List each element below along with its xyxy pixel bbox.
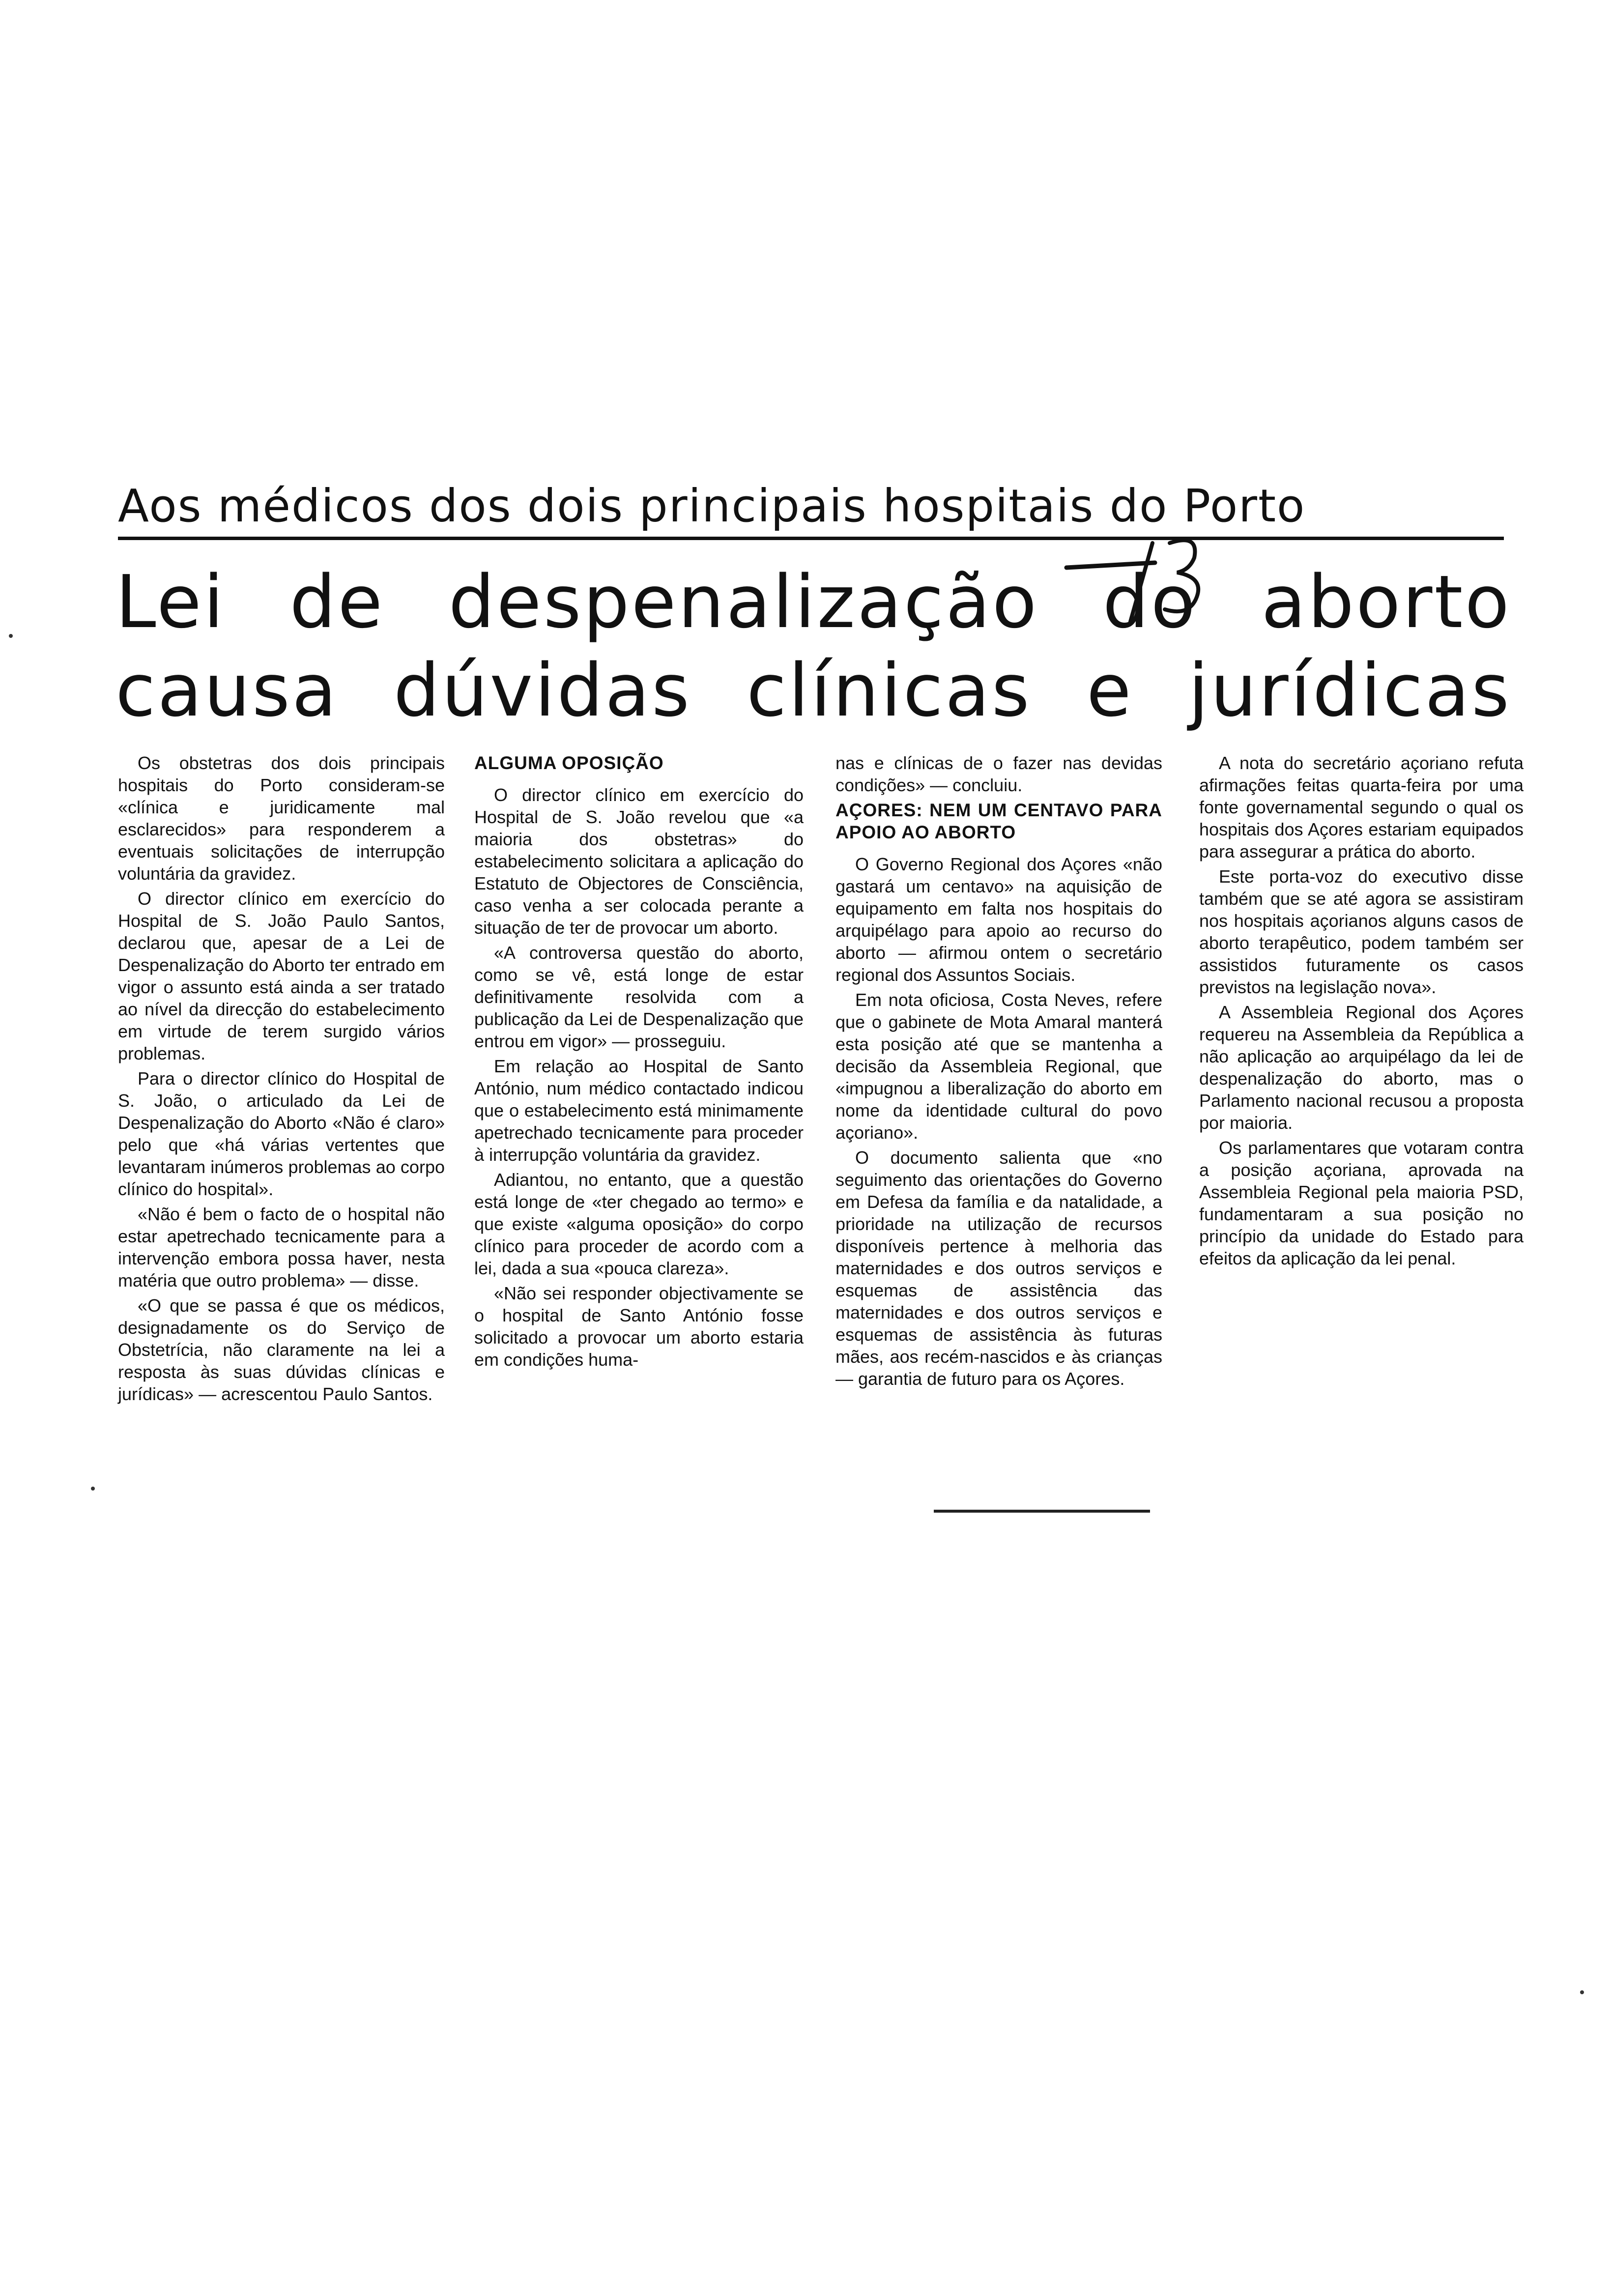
article-headline — [115, 558, 1511, 735]
handwritten-annotation — [1057, 523, 1268, 631]
paragraph: Para o director clínico do Hospital de S. João, o articulado da Lei de Despenalização do Aborto «Não é claro» pelo que «há várias vertentes que levantaram inúmeros problemas ao corpo clínico do hospital». — [118, 1068, 445, 1199]
paragraph: «Não sei responder objectivamente se o hospital de Santo António fosse solicitado a provocar um aborto estaria em condições huma- — [474, 1283, 804, 1370]
paragraph: A nota do secretário açoriano refuta afirmações feitas quarta-feira por uma fonte governamental segundo o qual os hospitais dos Açores estariam equipados para assegurar a prática do aborto. — [1199, 753, 1524, 861]
article-column-4 — [1199, 752, 1524, 1272]
paragraph: O documento salienta que «no seguimento das orientações do Governo em Defesa da família e da natalidade, a prioridade na utilização de recursos disponíveis pertence à melhoria das maternidades e dos outros serviços e esquemas de assistência das maternidades e dos outros serviços e esquemas de assistência às futuras mães, aos recém-nascidos e às crianças — garantia de futuro para os Açores. — [835, 1148, 1162, 1389]
headline-line-1: Lei de despenalização do aborto — [115, 560, 1511, 644]
article-column-3 — [835, 752, 1162, 1393]
paragraph: Os obstetras dos dois principais hospitais do Porto consideram-se «clínica e juridicamente mal esclarecidos» para responderem a eventuais solicitações de interrupção voluntária da gravidez. — [118, 753, 445, 884]
paragraph: O director clínico em exercício do Hospital de S. João Paulo Santos, declarou que, apesar de a Lei de Despenalização do Aborto ter entrado em vigor o assunto está ainda a ser tratado ao nível da direcção do estabelecimento em virtude de terem surgido vários problemas. — [118, 889, 445, 1063]
paragraph: «Não é bem o facto de o hospital não estar apetrechado tecnicamente para a intervenção embora possa haver, nesta matéria que outro problema» — disse. — [118, 1204, 445, 1291]
kicker-underline — [118, 537, 1504, 540]
paragraph: Em nota oficiosa, Costa Neves, refere que o gabinete de Mota Amaral manterá esta posição até que se mantenha a decisão da Assembleia Regional, que «impugnou a liberalização do aborto em nome da identidade cultural do povo açoriano». — [835, 990, 1162, 1143]
scan-speck — [1580, 1990, 1584, 1994]
scan-speck — [9, 634, 13, 638]
article-kicker: Aos médicos dos dois principais hospitais do Porto — [118, 480, 1306, 532]
section-heading: AÇORES: NEM UM CENTAVO PARA APOIO AO ABORTO — [835, 800, 1162, 842]
paragraph: A Assembleia Regional dos Açores requereu na Assembleia da República a não aplicação ao arquipélago da lei de despenalização do aborto, mas o Parlamento nacional recusou a proposta por maioria. — [1199, 1002, 1524, 1133]
paragraph: nas e clínicas de o fazer nas devidas condições» — concluiu. — [835, 753, 1162, 795]
scan-speck — [91, 1487, 95, 1491]
section-heading: ALGUMA OPOSIÇÃO — [474, 753, 664, 773]
paragraph: O director clínico em exercício do Hospital de S. João revelou que «a maioria dos obstetras» do estabelecimento solicitara a aplicação do Estatuto de Objectores de Consciência, caso venha a ser colocada perante a situação de ter de provocar um aborto. — [474, 785, 804, 938]
headline-line-2: causa dúvidas clínicas e jurídicas — [115, 648, 1511, 733]
paragraph: «O que se passa é que os médicos, designadamente os do Serviço de Obstetrícia, não claramente na lei a resposta às suas dúvidas clínicas e jurídicas» — acrescentou Paulo Santos. — [118, 1295, 445, 1404]
paragraph: Em relação ao Hospital de Santo António, num médico contactado indicou que o estabelecimento está minimamente apetrechado tecnicamente para proceder à interrupção voluntária da gravidez. — [474, 1056, 804, 1165]
paragraph: «A controversa questão do aborto, como se vê, está longe de estar definitivamente resolvida com a publicação da Lei de Despenalização que entrou em vigor» — prosseguiu. — [474, 943, 804, 1051]
paragraph: O Governo Regional dos Açores «não gastará um centavo» na aquisição de equipamento em falta nos hospitais do arquipélago para apoio ao recurso do aborto — afirmou ontem o secretário regional dos Assuntos Sociais. — [835, 854, 1162, 985]
paragraph: Este porta-voz do executivo disse também que se até agora se assistiram nos hospitais açorianos alguns casos de aborto terapêutico, podem também ser assistidos futuramente os casos previstos na legislação nova». — [1199, 866, 1524, 997]
article-column-2 — [474, 752, 804, 1374]
paragraph: Adiantou, no entanto, que a questão está longe de «ter chegado ao termo» e que existe «alguma oposição» do corpo clínico para proceder de acordo com a lei, dada a sua «pouca clareza». — [474, 1170, 804, 1278]
article-column-1 — [118, 752, 445, 1408]
article-end-rule — [934, 1510, 1150, 1513]
paragraph: Os parlamentares que votaram contra a posição açoriana, aprovada na Assembleia Regional pela maioria PSD, fundamentaram a sua posição no princípio da unidade do Estado para efeitos da aplicação da lei penal. — [1199, 1138, 1524, 1268]
